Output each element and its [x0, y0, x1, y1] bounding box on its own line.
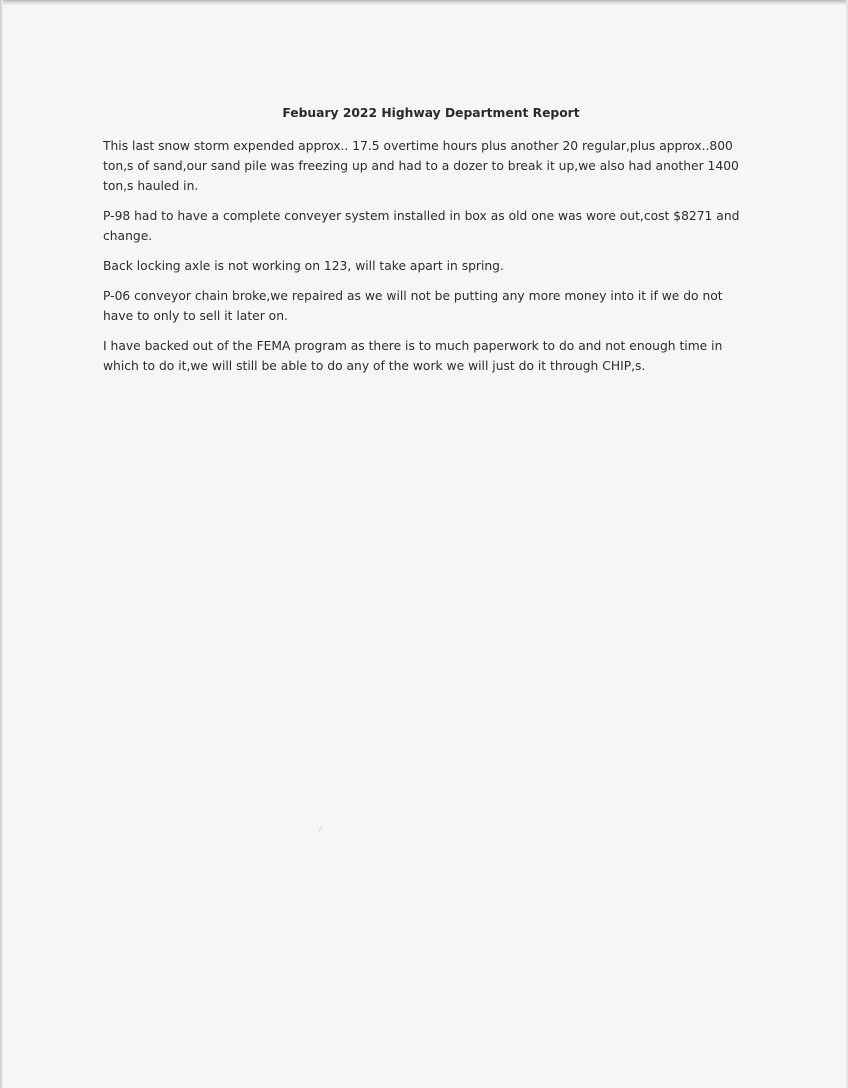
report-title: Febuary 2022 Highway Department Report: [282, 106, 580, 120]
scan-edge-top: [0, 0, 848, 5]
paragraph-p06-chain: P-06 conveyor chain broke,we repaired as we will not be putting any more money into it if we do not have to only to sell it later on.: [103, 289, 723, 323]
paragraph-p98-conveyer: P-98 had to have a complete conveyer system installed in box as old one was wore out,cost $8271 and change.: [103, 209, 740, 243]
report-body: [103, 136, 743, 386]
paragraph-fema: I have backed out of the FEMA program as there is to much paperwork to do and not enough time in which to do it,we will still be able to do any of the work we will just do it through CHIP,s.: [103, 339, 723, 373]
scan-edge-left: [0, 0, 3, 1088]
scan-speck: [319, 826, 322, 832]
paragraph-locking-axle: Back locking axle is not working on 123, will take apart in spring.: [103, 259, 504, 273]
paragraph-snow-storm: This last snow storm expended approx.. 17.5 overtime hours plus another 20 regular,plus approx..800 ton,s of sand,our sand pile was freezing up and had to a dozer to break it up,we also had another 1400 ton,s hauled in.: [103, 139, 739, 193]
